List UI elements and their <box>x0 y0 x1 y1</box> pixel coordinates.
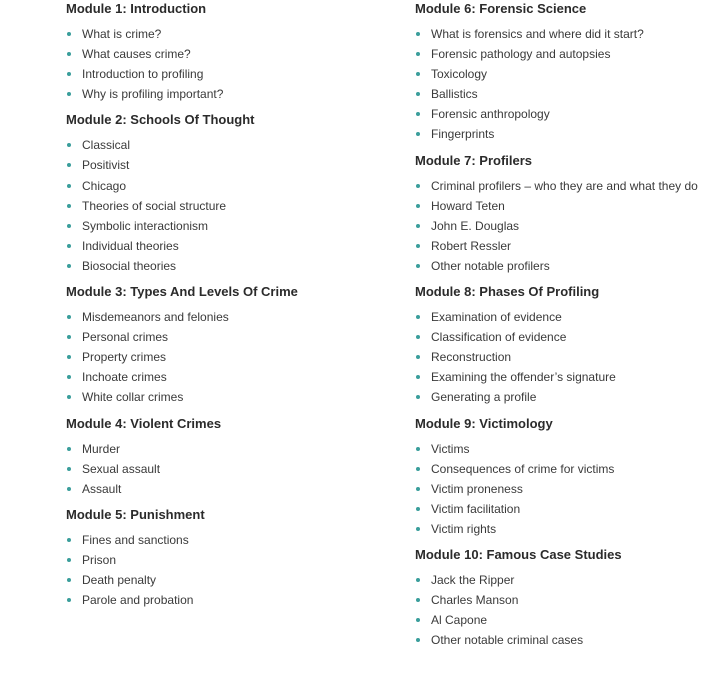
topic-item <box>66 347 366 367</box>
bullet-dot-icon <box>67 558 71 562</box>
topic-item <box>66 530 366 550</box>
bullet-dot-icon <box>416 447 420 451</box>
bullet-dot-icon <box>416 578 420 582</box>
topic-label: What causes crime? <box>82 47 191 62</box>
topic-label: Howard Teten <box>431 198 505 213</box>
topic-list <box>66 24 366 104</box>
topic-item <box>415 216 706 236</box>
module-section <box>66 283 366 407</box>
topic-item <box>66 64 366 84</box>
topic-label: Toxicology <box>431 67 488 82</box>
module-title: Module 1: Introduction <box>66 1 207 16</box>
topic-list <box>415 570 706 650</box>
bullet-dot-icon <box>67 315 71 319</box>
topic-item <box>415 439 706 459</box>
bullet-dot-icon <box>416 264 420 268</box>
topic-label: Sexual assault <box>82 461 161 476</box>
topic-label: Forensic pathology and autopsies <box>431 47 611 62</box>
bullet-dot-icon <box>67 487 71 491</box>
topic-list <box>66 530 366 610</box>
bullet-dot-icon <box>416 224 420 228</box>
topic-list <box>415 176 706 276</box>
topic-item <box>415 459 706 479</box>
topic-list <box>415 24 706 145</box>
module-section <box>415 283 706 407</box>
bullet-dot-icon <box>416 638 420 642</box>
topic-label: Victims <box>431 441 470 456</box>
bullet-dot-icon <box>67 395 71 399</box>
topic-item <box>415 124 706 144</box>
topic-item <box>66 327 366 347</box>
topic-label: Charles Manson <box>431 593 519 608</box>
bullet-dot-icon <box>67 447 71 451</box>
topic-item <box>66 24 366 44</box>
topic-label: Why is profiling important? <box>82 87 224 102</box>
topic-label: Biosocial theories <box>82 258 177 273</box>
topic-label: Prison <box>82 552 117 567</box>
bullet-dot-icon <box>416 92 420 96</box>
topic-label: Classical <box>82 138 131 153</box>
bullet-dot-icon <box>67 52 71 56</box>
topic-item <box>415 347 706 367</box>
topic-label: Examination of evidence <box>431 310 562 325</box>
module-title: Module 7: Profilers <box>415 152 533 168</box>
bullet-dot-icon <box>67 578 71 582</box>
topic-label: Victim facilitation <box>431 501 521 516</box>
topic-item <box>415 387 706 407</box>
bullet-dot-icon <box>416 487 420 491</box>
topic-item <box>66 155 366 175</box>
topic-label: Reconstruction <box>431 350 512 365</box>
topic-label: Chicago <box>82 178 127 193</box>
topic-item <box>66 236 366 256</box>
topic-list <box>66 135 366 276</box>
topic-item <box>66 479 366 499</box>
topic-item <box>415 236 706 256</box>
module-title: Module 4: Violent Crimes <box>66 415 222 431</box>
bullet-dot-icon <box>67 32 71 36</box>
right-column <box>415 0 706 657</box>
bullet-dot-icon <box>416 395 420 399</box>
topic-list <box>66 307 366 407</box>
topic-item <box>66 459 366 479</box>
topic-label: Theories of social structure <box>82 198 227 213</box>
topic-label: Other notable criminal cases <box>431 633 584 648</box>
module-title: Module 8: Phases Of Profiling <box>415 284 600 300</box>
bullet-dot-icon <box>67 467 71 471</box>
topic-item <box>66 439 366 459</box>
module-section <box>66 506 366 610</box>
topic-item <box>415 610 706 630</box>
topic-item <box>415 570 706 590</box>
bullet-dot-icon <box>67 355 71 359</box>
topic-item <box>415 479 706 499</box>
module-title: Module 5: Punishment <box>66 506 205 522</box>
bullet-dot-icon <box>416 52 420 56</box>
topic-label: Assault <box>82 481 122 496</box>
bullet-dot-icon <box>416 204 420 208</box>
module-section <box>66 111 366 276</box>
topic-item <box>415 84 706 104</box>
topic-label: What is crime? <box>82 27 162 41</box>
bullet-dot-icon <box>416 315 420 319</box>
topic-label: Property crimes <box>82 350 167 365</box>
module-title: Module 6: Forensic Science <box>415 1 587 16</box>
topic-item <box>66 590 366 610</box>
module-section <box>66 415 366 499</box>
topic-label: Other notable profilers <box>431 258 550 273</box>
bullet-dot-icon <box>416 32 420 36</box>
topic-item <box>415 519 706 539</box>
bullet-dot-icon <box>416 618 420 622</box>
left-column <box>66 0 366 617</box>
topic-item <box>415 327 706 347</box>
topic-label: Forensic anthropology <box>431 107 550 122</box>
bullet-dot-icon <box>416 112 420 116</box>
bullet-dot-icon <box>416 527 420 531</box>
topic-label: Criminal profilers – who they are and what they do <box>431 178 698 193</box>
bullet-dot-icon <box>67 92 71 96</box>
module-title: Module 10: Famous Case Studies <box>415 546 622 562</box>
topic-item <box>66 256 366 276</box>
bullet-dot-icon <box>416 132 420 136</box>
bullet-dot-icon <box>416 355 420 359</box>
topic-label: Positivist <box>82 158 130 173</box>
bullet-dot-icon <box>67 72 71 76</box>
topic-item <box>66 550 366 570</box>
topic-label: Classification of evidence <box>431 330 567 345</box>
bullet-dot-icon <box>416 244 420 248</box>
topic-item <box>415 499 706 519</box>
topic-label: Death penalty <box>82 572 157 587</box>
topic-label: Introduction to profiling <box>82 67 204 82</box>
topic-label: Robert Ressler <box>431 238 512 253</box>
topic-label: Personal crimes <box>82 330 169 345</box>
topic-label: Individual theories <box>82 238 179 253</box>
topic-label: Symbolic interactionism <box>82 218 209 233</box>
bullet-dot-icon <box>67 375 71 379</box>
topic-item <box>66 135 366 155</box>
module-section <box>415 152 706 276</box>
bullet-dot-icon <box>67 163 71 167</box>
topic-label: Consequences of crime for victims <box>431 461 615 476</box>
bullet-dot-icon <box>67 184 71 188</box>
topic-item <box>66 176 366 196</box>
topic-item <box>415 256 706 276</box>
topic-label: Murder <box>82 441 121 456</box>
topic-item <box>66 307 366 327</box>
topic-label: Fingerprints <box>431 127 495 142</box>
module-section <box>415 546 706 650</box>
bullet-dot-icon <box>67 264 71 268</box>
topic-item <box>66 367 366 387</box>
bullet-dot-icon <box>416 184 420 188</box>
topic-label: Parole and probation <box>82 593 194 608</box>
bullet-dot-icon <box>416 598 420 602</box>
bullet-dot-icon <box>67 335 71 339</box>
topic-item <box>415 630 706 650</box>
bullet-dot-icon <box>416 72 420 76</box>
topic-label: Victim proneness <box>431 481 523 496</box>
topic-label: What is forensics and where did it start? <box>431 27 644 41</box>
topic-item <box>415 176 706 196</box>
topic-item <box>415 590 706 610</box>
bullet-dot-icon <box>67 538 71 542</box>
topic-item <box>66 570 366 590</box>
bullet-dot-icon <box>67 143 71 147</box>
module-section <box>66 0 366 104</box>
topic-item <box>415 196 706 216</box>
bullet-dot-icon <box>67 204 71 208</box>
topic-item <box>415 307 706 327</box>
topic-item <box>415 44 706 64</box>
topic-label: Examining the offender’s signature <box>431 370 616 385</box>
topic-item <box>66 84 366 104</box>
module-title: Module 2: Schools Of Thought <box>66 112 255 128</box>
topic-label: Inchoate crimes <box>82 370 167 385</box>
topic-item <box>66 216 366 236</box>
topic-item <box>66 196 366 216</box>
bullet-dot-icon <box>416 507 420 511</box>
topic-label: White collar crimes <box>82 390 184 405</box>
topic-list <box>415 439 706 539</box>
topic-item <box>66 44 366 64</box>
topic-label: Jack the Ripper <box>431 572 515 587</box>
topic-list <box>66 439 366 499</box>
topic-label: Fines and sanctions <box>82 532 189 547</box>
module-section <box>415 0 706 145</box>
topic-item <box>66 387 366 407</box>
topic-list <box>415 307 706 407</box>
bullet-dot-icon <box>416 335 420 339</box>
bullet-dot-icon <box>67 244 71 248</box>
topic-label: Victim rights <box>431 521 497 536</box>
topic-label: Ballistics <box>431 87 478 102</box>
module-section <box>415 415 706 539</box>
module-title: Module 3: Types And Levels Of Crime <box>66 284 298 300</box>
bullet-dot-icon <box>416 375 420 379</box>
topic-item <box>415 367 706 387</box>
topic-label: Generating a profile <box>431 390 537 405</box>
topic-item <box>415 64 706 84</box>
bullet-dot-icon <box>67 224 71 228</box>
bullet-dot-icon <box>416 467 420 471</box>
topic-label: Al Capone <box>431 613 488 628</box>
topic-label: John E. Douglas <box>431 218 520 233</box>
bullet-dot-icon <box>67 598 71 602</box>
topic-item <box>415 24 706 44</box>
module-title: Module 9: Victimology <box>415 415 553 431</box>
topic-item <box>415 104 706 124</box>
topic-label: Misdemeanors and felonies <box>82 310 229 325</box>
